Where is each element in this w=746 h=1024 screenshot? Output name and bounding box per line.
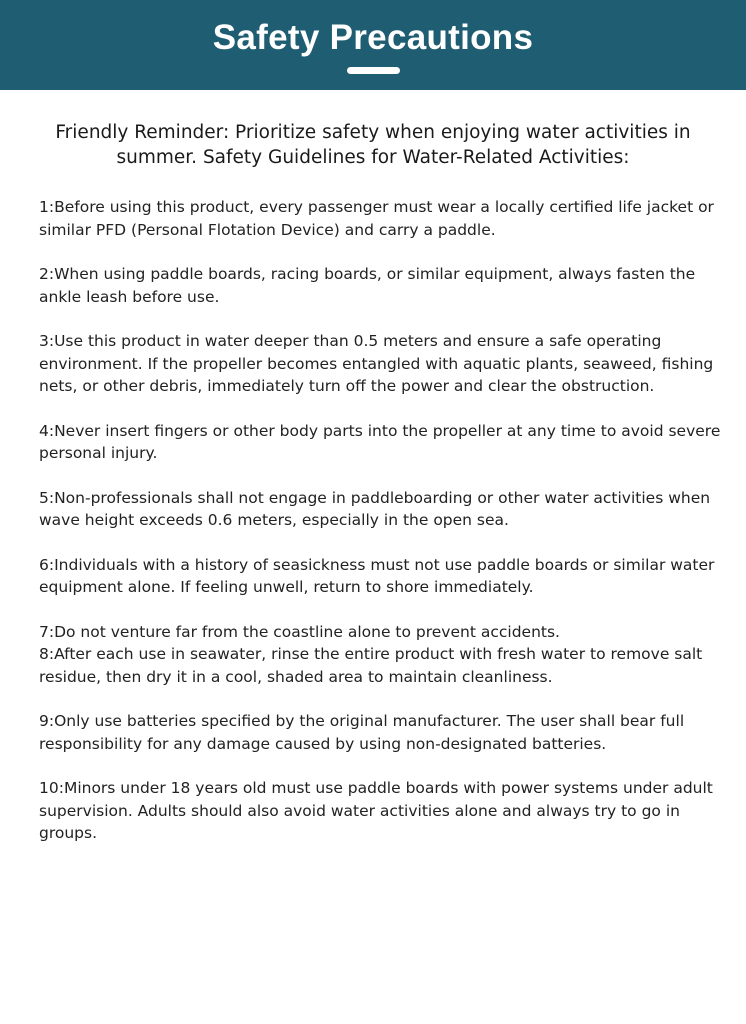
list-item: 6:Individuals with a history of seasickness must not use paddle boards or similar water equipment alone. If feeling unwell, return to shore immediately. <box>39 555 715 596</box>
intro-text: Friendly Reminder: Prioritize safety when enjoying water activities in summer. Safety Guidelines for Water-Related Activities: <box>55 122 691 168</box>
list-item: 1:Before using this product, every passenger must wear a locally certified life jacket or similar PFD (Personal Flotation Device) and carry a paddle. <box>39 198 714 239</box>
list-item: 2:When using paddle boards, racing boards, or similar equipment, always fasten the ankle leash before use. <box>39 265 696 306</box>
list-item: 9:Only use batteries specified by the original manufacturer. The user shall bear full responsibility for any damage caused by using non-designated batteries. <box>39 712 685 753</box>
list-item: 3:Use this product in water deeper than 0.5 meters and ensure a safe operating environment. If the propeller becomes entangled with aquatic plants, seaweed, fishing nets, or other debris, immediately turn off the power and clear the obstruction. <box>39 332 714 395</box>
list-item: 8:After each use in seawater, rinse the entire product with fresh water to remove salt residue, then dry it in a cool, shaded area to maintain cleanliness. <box>39 645 703 686</box>
list-item: 7:Do not venture far from the coastline alone to prevent accidents. <box>39 622 560 641</box>
list-item: 4:Never insert fingers or other body parts into the propeller at any time to avoid severe personal injury. <box>39 421 721 462</box>
page-title: Safety Precautions <box>212 18 534 57</box>
list-item: 5:Non-professionals shall not engage in paddleboarding or other water activities when wave height exceeds 0.6 meters, especially in the open sea. <box>39 488 711 529</box>
header-banner <box>0 0 746 90</box>
precautions-list <box>39 196 729 845</box>
list-item: 10:Minors under 18 years old must use paddle boards with power systems under adult supervision. Adults should also avoid water activities alone and always try to go in groups. <box>39 779 713 842</box>
title-underline <box>347 67 400 74</box>
